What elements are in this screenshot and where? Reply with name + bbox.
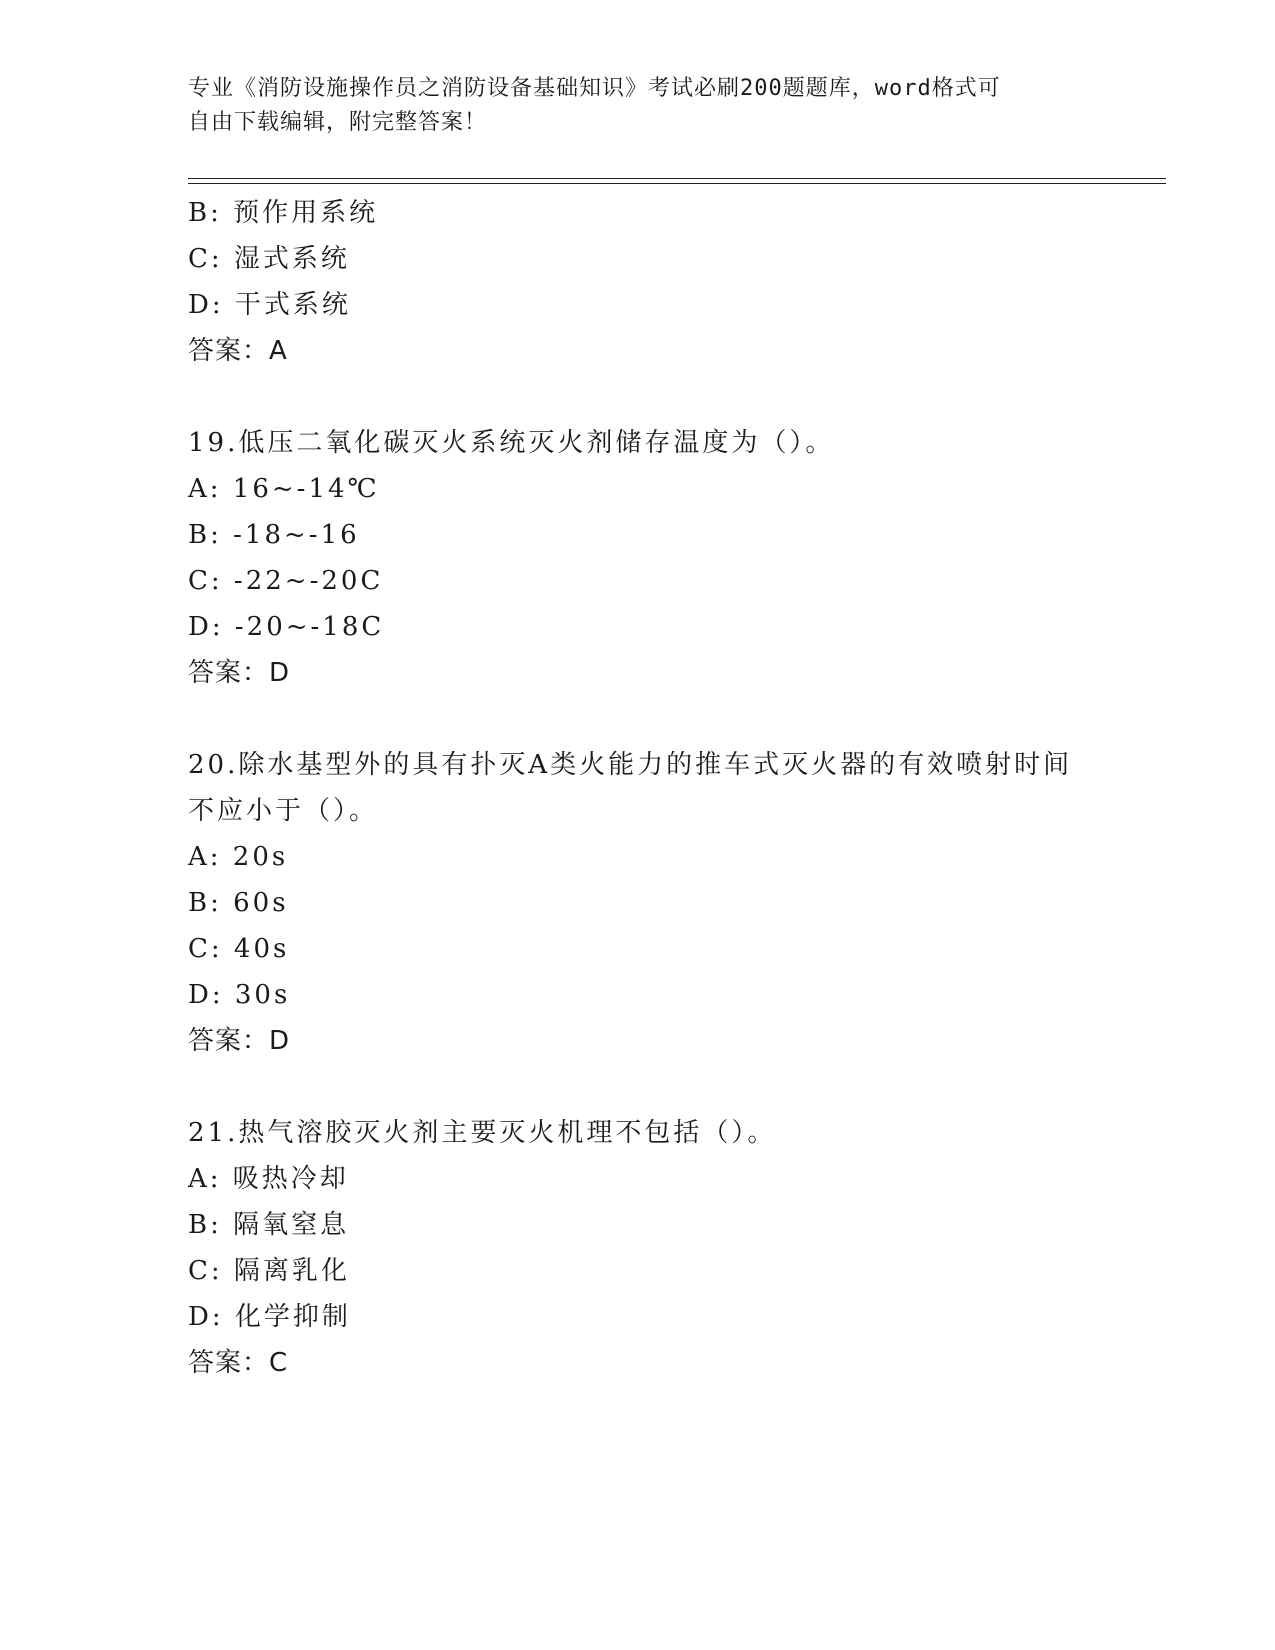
question-list [188, 190, 1088, 1386]
question-stem-line-1: 20.除水基型外的具有扑灭A类火能力的推车式灭火器的有效喷射时间 [188, 750, 1073, 780]
document-header [188, 72, 1088, 140]
question-21 [188, 1110, 1088, 1386]
option-b: B: -18~-16 [188, 520, 360, 550]
question-19 [188, 420, 1088, 696]
header-line-1: 专业《消防设施操作员之消防设备基础知识》考试必刷200题题库，word格式可 [188, 76, 1001, 101]
answer-label: 答案：D [188, 658, 291, 688]
option-d: D: -20~-18C [188, 612, 385, 642]
option-c: C: 湿式系统 [188, 244, 350, 274]
answer-label: 答案：D [188, 1026, 291, 1056]
option-a: A: 16~-14℃ [188, 474, 380, 504]
header-divider-bottom [188, 183, 1166, 184]
question-20 [188, 742, 1088, 1064]
question-stem: 19.低压二氧化碳灭火系统灭火剂储存温度为（）。 [188, 428, 835, 458]
option-c: C: 隔离乳化 [188, 1256, 350, 1286]
header-divider-top [188, 178, 1166, 179]
answer-label: 答案：C [188, 1348, 289, 1378]
answer-label: 答案：A [188, 336, 288, 366]
question-18-continuation [188, 190, 1088, 374]
option-c: C: 40s [188, 934, 290, 964]
option-a: A: 吸热冷却 [188, 1164, 349, 1194]
option-d: D: 干式系统 [188, 290, 351, 320]
option-a: A: 20s [188, 842, 289, 872]
option-c: C: -22~-20C [188, 566, 384, 596]
option-b: B: 预作用系统 [188, 198, 379, 228]
option-b: B: 隔氧窒息 [188, 1210, 350, 1240]
question-stem-line-2: 不应小于（）。 [188, 796, 379, 826]
header-line-2: 自由下载编辑，附完整答案！ [188, 110, 488, 135]
option-d: D: 化学抑制 [188, 1302, 351, 1332]
option-b: B: 60s [188, 888, 289, 918]
option-d: D: 30s [188, 980, 291, 1010]
question-stem: 21.热气溶胶灭火剂主要灭火机理不包括（）。 [188, 1118, 777, 1148]
